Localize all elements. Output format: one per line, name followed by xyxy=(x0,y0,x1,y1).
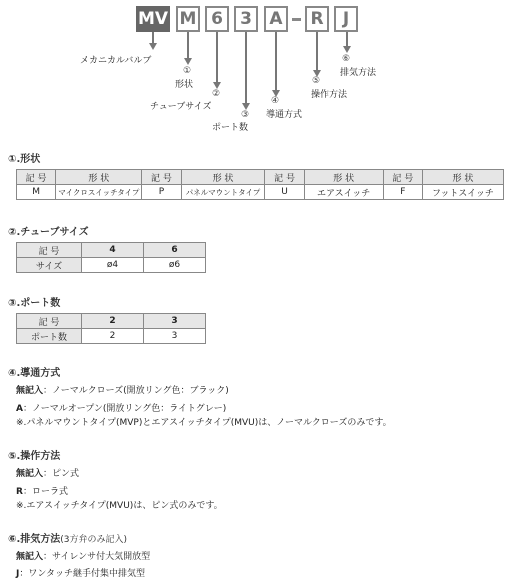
section-title-exhaust xyxy=(8,530,127,545)
table-cell: マイクロスイッチタイプ xyxy=(56,185,142,200)
code-box-conduction: A xyxy=(264,6,288,32)
table-header: 形 状 xyxy=(304,170,383,185)
code-box-series: MV xyxy=(136,6,170,32)
option-key: 無記入 xyxy=(16,386,44,396)
table-header: 形 状 xyxy=(422,170,503,185)
table-header: 形 状 xyxy=(56,170,142,185)
table-cell: 2 xyxy=(82,329,144,344)
table-cell: ø4 xyxy=(82,258,144,273)
table-header: 記 号 xyxy=(17,243,82,258)
leader-line xyxy=(346,32,348,47)
option-text: ：ノーマルオープン(開放リング色：ライトグレー) xyxy=(22,404,227,414)
leader-line xyxy=(216,32,218,84)
label-tube-size: チューブサイズ xyxy=(150,102,212,112)
option-key: 無記入 xyxy=(16,469,44,479)
leader-line xyxy=(187,32,189,60)
table-header: 6 xyxy=(144,243,206,258)
section-title-shape: ①.形状 xyxy=(8,154,41,165)
arrow-down-icon xyxy=(343,46,351,53)
table-header: 記 号 xyxy=(17,314,82,329)
code-box-tube-size: 6 xyxy=(205,6,229,32)
operation-option-default xyxy=(16,466,79,479)
table-header: 3 xyxy=(144,314,206,329)
table-cell: フットスイッチ xyxy=(422,185,503,200)
code-box-ports: 3 xyxy=(234,6,258,32)
table-header: 4 xyxy=(82,243,144,258)
option-text: ：ワンタッチ継手付集中排気型 xyxy=(19,569,146,579)
option-text: ：ノーマルクローズ(開放リング色：ブラック) xyxy=(43,386,229,396)
section-title-note: (3方弁のみ記入) xyxy=(60,535,128,545)
table-row xyxy=(17,243,206,258)
exhaust-option-j xyxy=(16,566,145,579)
label-num-6: ⑥ xyxy=(342,54,351,64)
table-header: 記 号 xyxy=(383,170,422,185)
table-cell: F xyxy=(383,185,422,200)
table-header: 2 xyxy=(82,314,144,329)
operation-option-r xyxy=(16,484,68,497)
table-cell: ø6 xyxy=(144,258,206,273)
leader-line xyxy=(245,32,247,105)
leader-line xyxy=(316,32,318,72)
label-num-4: ④ xyxy=(271,96,280,106)
arrow-down-icon xyxy=(242,103,250,110)
option-text: ：ローラ式 xyxy=(22,487,68,497)
table-header: 記 号 xyxy=(17,170,56,185)
section-title-ports: ③.ポート数 xyxy=(8,298,61,309)
option-text: ：ピン式 xyxy=(43,469,80,479)
operation-note: ※.エアスイッチタイプ(MVU)は、ピン式のみです。 xyxy=(16,501,223,511)
table-header: ポート数 xyxy=(17,329,82,344)
table-header: 記 号 xyxy=(265,170,304,185)
arrow-down-icon xyxy=(149,43,157,50)
arrow-down-icon xyxy=(213,82,221,89)
label-num-3: ③ xyxy=(241,110,250,120)
table-cell: U xyxy=(265,185,304,200)
tube-size-table xyxy=(16,242,206,273)
table-row xyxy=(17,170,504,185)
table-cell: M xyxy=(17,185,56,200)
label-num-2: ② xyxy=(212,89,221,99)
table-cell: パネルマウントタイプ xyxy=(181,185,265,200)
label-shape: 形状 xyxy=(175,80,194,90)
section-title-conduction: ④.導通方式 xyxy=(8,368,61,379)
table-cell: エアスイッチ xyxy=(304,185,383,200)
option-key: R xyxy=(16,487,23,497)
exhaust-option-default xyxy=(16,549,150,562)
table-row xyxy=(17,329,206,344)
code-box-shape: M xyxy=(176,6,200,32)
section-title-tube-size: ②.チューブサイズ xyxy=(8,227,89,238)
label-operation: 操作方法 xyxy=(311,90,348,100)
table-header: 形 状 xyxy=(181,170,265,185)
table-row xyxy=(17,258,206,273)
shape-table xyxy=(16,169,504,200)
table-header: サイズ xyxy=(17,258,82,273)
table-cell: 3 xyxy=(144,329,206,344)
section-title-text: ⑥.排気方法 xyxy=(8,534,61,545)
code-box-exhaust: J xyxy=(334,6,358,32)
leader-line xyxy=(275,32,277,92)
table-cell: P xyxy=(142,185,181,200)
code-dash xyxy=(292,18,301,21)
conduction-note: ※.パネルマウントタイプ(MVP)とエアスイッチタイプ(MVU)は、ノーマルクローズのみです。 xyxy=(16,418,392,428)
label-series: メカニカルバルブ xyxy=(80,56,152,66)
conduction-option-default xyxy=(16,383,229,396)
option-text: ：サイレンサ付大気開放型 xyxy=(43,552,151,562)
option-key: 無記入 xyxy=(16,552,44,562)
arrow-down-icon xyxy=(184,58,192,65)
label-conduction: 導通方式 xyxy=(266,110,303,120)
label-num-5: ⑤ xyxy=(312,76,321,86)
option-key: A xyxy=(16,404,23,414)
section-title-operation: ⑤.操作方法 xyxy=(8,451,61,462)
table-header: 記 号 xyxy=(142,170,181,185)
option-key: J xyxy=(16,569,20,579)
code-box-operation: R xyxy=(305,6,329,32)
ports-table xyxy=(16,313,206,344)
label-ports: ポート数 xyxy=(212,123,249,133)
table-row xyxy=(17,314,206,329)
conduction-option-a xyxy=(16,401,226,414)
table-row xyxy=(17,185,504,200)
label-exhaust: 排気方法 xyxy=(340,68,377,78)
label-num-1: ① xyxy=(183,66,192,76)
